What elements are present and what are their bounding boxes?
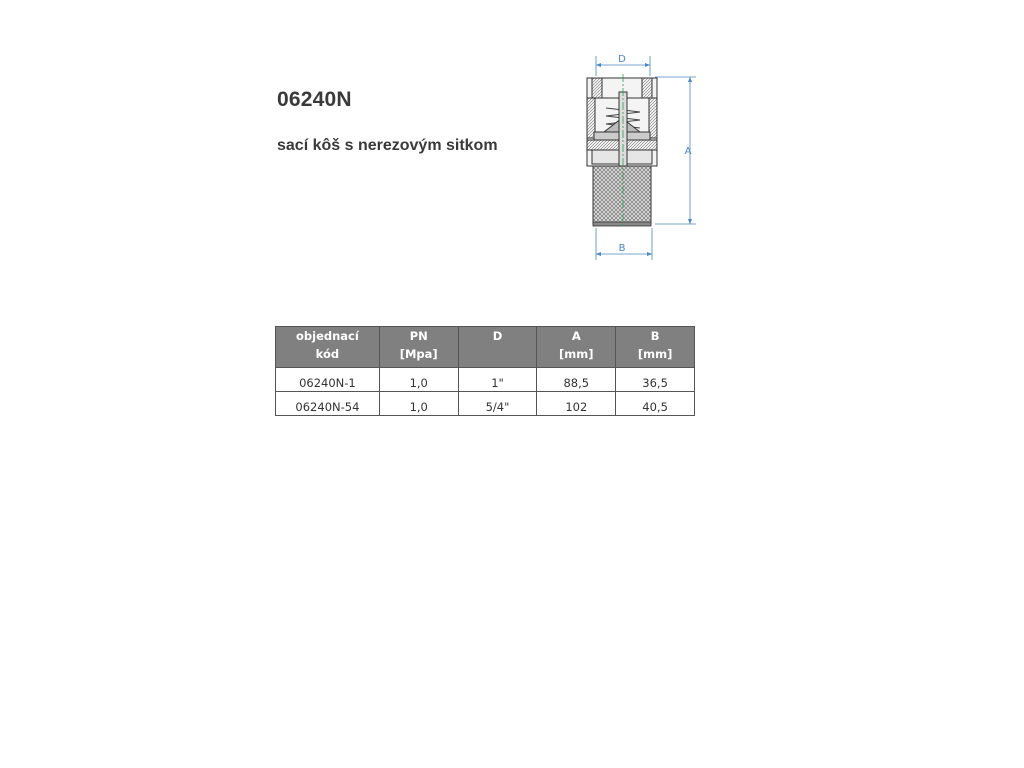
cell-order-code: 06240N-54 — [276, 392, 380, 416]
header-order-code: objednací kód — [276, 327, 380, 368]
cell-d: 1" — [458, 368, 537, 392]
spec-table — [275, 326, 695, 416]
header-pn: PN [Mpa] — [379, 327, 458, 368]
table-row — [276, 392, 695, 416]
header-d: D — [458, 327, 537, 368]
technical-drawing — [570, 48, 710, 263]
cell-d: 5/4" — [458, 392, 537, 416]
valve-body — [587, 78, 657, 166]
product-description: sací kôš s nerezovým sitkom — [277, 137, 498, 154]
table-row — [276, 368, 695, 392]
table-header-row — [276, 327, 695, 368]
cell-a: 88,5 — [537, 368, 616, 392]
strainer-mesh — [593, 166, 651, 226]
header-a: A [mm] — [537, 327, 616, 368]
dimension-d-label: D — [618, 54, 626, 65]
cell-a: 102 — [537, 392, 616, 416]
product-code: 06240N — [277, 88, 352, 111]
cell-order-code: 06240N-1 — [276, 368, 380, 392]
cell-pn: 1,0 — [379, 368, 458, 392]
cell-b: 40,5 — [616, 392, 695, 416]
header-b: B [mm] — [616, 327, 695, 368]
cell-pn: 1,0 — [379, 392, 458, 416]
dimension-b-label: B — [618, 243, 626, 254]
cell-b: 36,5 — [616, 368, 695, 392]
dimension-a-label: A — [684, 146, 692, 157]
